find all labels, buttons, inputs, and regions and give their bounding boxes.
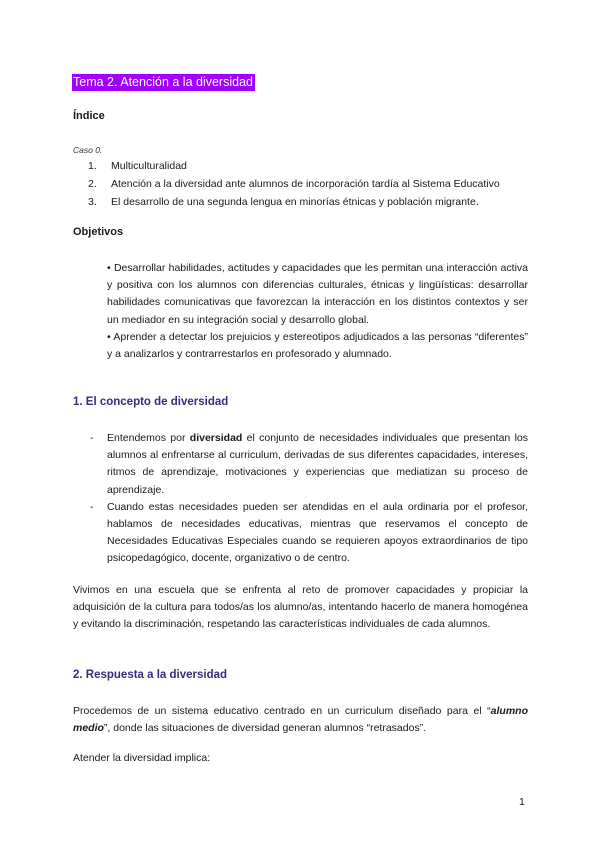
concept-text: Entendemos por (107, 432, 190, 444)
index-item (88, 193, 500, 211)
section-heading-respuesta: 2. Respuesta a la diversidad (73, 669, 228, 681)
index-item-number: 2. (88, 178, 97, 190)
diversidad-term: diversidad (189, 432, 243, 444)
alumno-medio-term: alumno medio (73, 705, 528, 735)
index-item-text: El desarrollo de una segunda lengua en minorías étnicas y población migrante. (111, 196, 479, 208)
objective-item: • Aprender a detectar los prejuicios y estereotipos adjudicados a las personas “diferentes” y a analizarlos y contrarrestarlos en profesorado y alumnado. (107, 330, 528, 361)
atender-line: Atender la diversidad implica: (73, 752, 211, 764)
case-label: Caso 0. (73, 145, 103, 155)
response-paragraph (73, 703, 528, 737)
index-item (88, 175, 500, 193)
concept-text: Cuando estas necesidades pueden ser atendidas en el aula ordinaria por el profesor, hablamos de necesidades educativas, mientras que reservamos el concepto de Necesidades Educativas Especiales cuando se requieren apoyos extraordinarios de tipo psicopedagógico, docente, organizativo o de centro. (107, 500, 528, 565)
response-text: ”, donde las situaciones de diversidad generan alumnos “retrasados”. (103, 722, 427, 735)
index-item-number: 1. (88, 160, 97, 172)
concept-text: el conjunto de necesidades individuales que presentan los alumnos al enfrentarse al curriculum, derivadas de sus diferentes capacidades, intereses, ritmos de aprendizaje, motivaciones y experiencias que mediatizan su proceso de aprendizaje. (107, 432, 528, 496)
objective-item: • Desarrollar habilidades, actitudes y capacidades que les permitan una interacción activa y positiva con los alumnos con diferencias culturales, étnicas y lingüísticas: desarrollar habilidades comunicativas que favorezcan la interacción en los distintos contextos y ser un mediador en su integración social y desarrollo global. (107, 262, 528, 326)
concept-item: - Cuando estas necesidades pueden ser atendidas en el aula ordinaria por el profesor, hablamos de necesidades educativas, mientras que reservamos el concepto de Necesidades Educativas Especiales cuando se requieren apoyos extraordinarios de tipo psicopedagógico, docente, organizativo o de centro. (90, 500, 528, 565)
page-number: 1 (519, 796, 525, 808)
index-list (88, 157, 500, 211)
response-text: Procedemos de un sistema educativo centrado en un curriculum diseñado para el “ (73, 705, 491, 717)
objectives-block (107, 260, 528, 363)
document-title: Tema 2. Atención a la diversidad (73, 75, 253, 89)
school-paragraph: Vivimos en una escuela que se enfrenta al reto de promover capacidades y propiciar la adquisición de la cultura para todos/as los alumno/as, intentando hacerlo de manera homogénea y evitando la discriminación, respetando las características individuales de cada alumnos. (73, 584, 528, 631)
objectives-heading: Objetivos (73, 226, 124, 238)
concept-item: - Entendemos por diversidad el conjunto de necesidades individuales que presentan los alumnos al enfrentarse al curriculum, derivadas de sus diferentes capacidades, intereses, ritmos de aprendizaje, motivaciones y experiencias que mediatizan su proceso de aprendizaje. (90, 432, 528, 496)
index-item-number: 3. (88, 196, 97, 208)
index-item-text: Atención a la diversidad ante alumnos de incorporación tardía al Sistema Educativo (111, 178, 500, 190)
section-heading-concepto: 1. El concepto de diversidad (73, 396, 229, 408)
index-item-text: Multiculturalidad (111, 160, 187, 172)
concept-list (88, 430, 528, 568)
index-heading: Índice (73, 110, 105, 122)
index-item (88, 157, 500, 175)
